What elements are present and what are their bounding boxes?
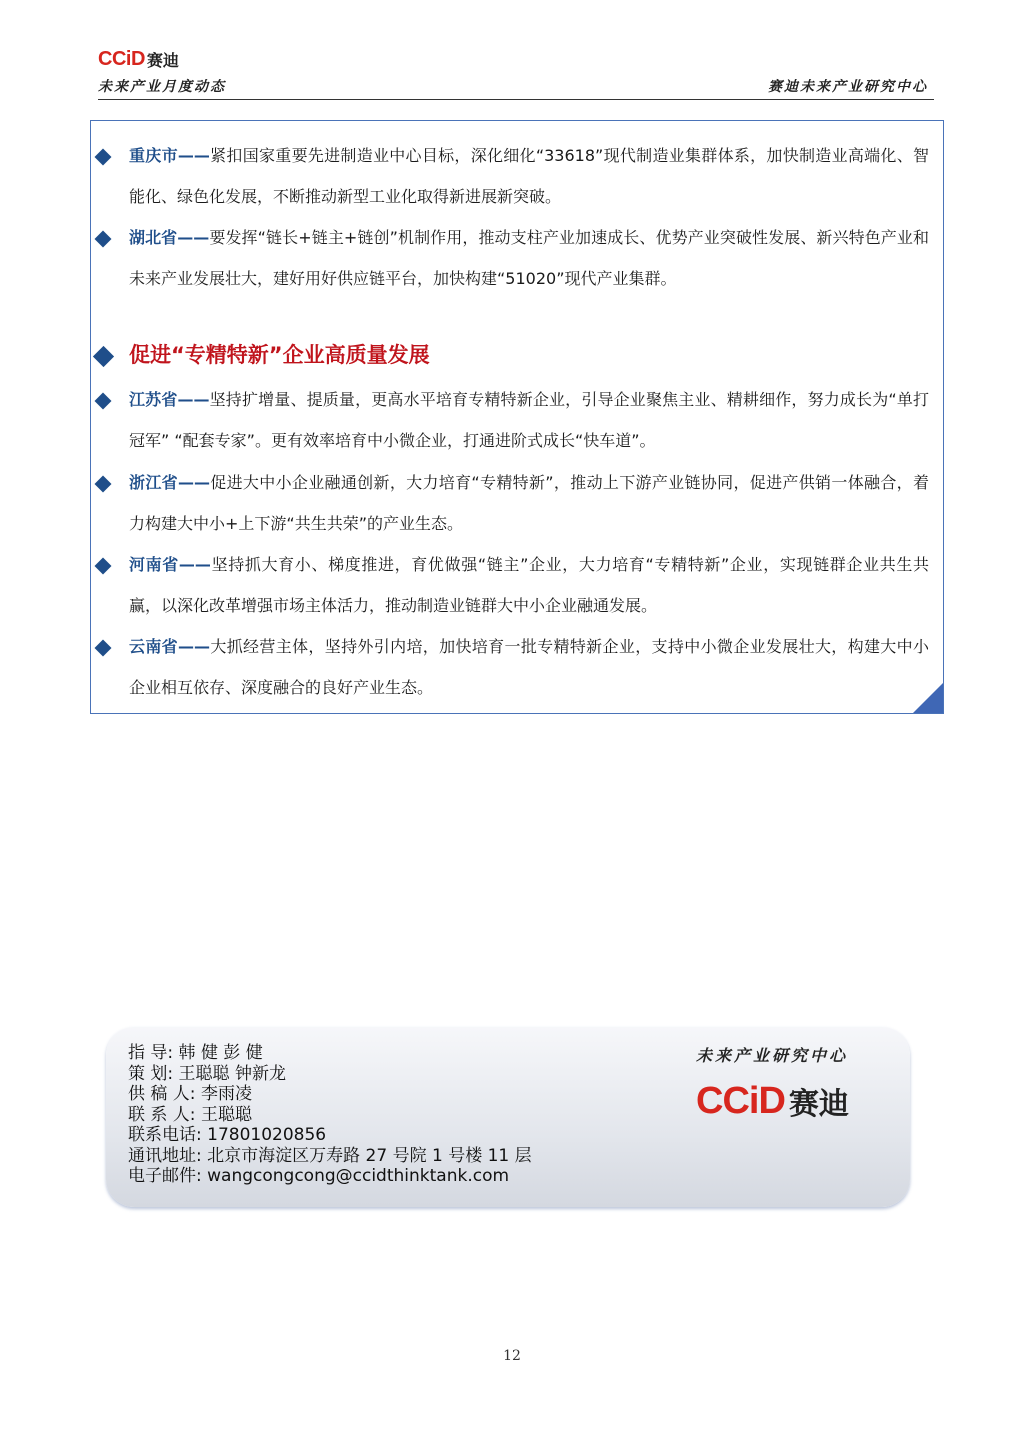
contact-card [106,1027,910,1207]
diamond-bullet-icon [95,476,112,493]
diamond-bullet-icon [95,640,112,657]
contact-line-address: 通讯地址: 北京市海淀区万寿路 27 号院 1 号楼 11 层 [128,1145,532,1166]
province-label: 湖北省—— [129,228,210,247]
paragraph-text: 紧扣国家重要先进制造业中心目标，深化细化“33618”现代制造业集群体系，加快制造业高端化、智能化、绿色化发展，不断推动新型工业化取得新进展新突破。 [129,146,929,206]
logo-en: CCiD [98,48,145,70]
contact-info [128,1043,532,1187]
content-box [90,120,944,714]
diamond-bullet-icon [95,393,112,410]
page-number: 12 [503,1348,521,1364]
paragraph [129,217,929,299]
contact-line-contact: 联 系 人: 王聪聪 [128,1104,252,1125]
province-label: 云南省—— [129,637,211,656]
paragraph-text: 坚持抓大育小、梯度推进，育优做强“链主”企业，大力培育“专精特新”企业，实现链群企业共生共赢，以深化改革增强市场主体活力，推动制造业链群大中小企业融通发展。 [129,555,929,615]
paragraph [129,626,929,708]
page-header [98,48,934,100]
logo-en-large: CCiD [696,1079,785,1122]
paragraph-text: 促进大中小企业融通创新，大力培育“专精特新”，推动上下游产业链协同，促进产供销一体融合，着力构建大中小+上下游“共生共荣”的产业生态。 [129,473,929,533]
logo-cn-large: 赛迪 [788,1087,849,1122]
province-label: 河南省—— [129,555,211,574]
contact-line-phone: 联系电话: 17801020856 [128,1125,327,1145]
header-right-title: 赛迪未来产业研究中心 [768,79,928,95]
ccid-logo-small [98,48,179,71]
diamond-bullet-icon [95,558,112,575]
paragraph [129,379,929,461]
paragraph [129,135,929,217]
diamond-bullet-icon [93,346,114,367]
diamond-bullet-icon [95,231,112,248]
section-title: 促进“专精特新”企业高质量发展 [129,343,430,367]
contact-line-planner: 策 划: 王聪聪 钟新龙 [128,1063,286,1084]
province-label: 重庆市—— [129,146,210,165]
paragraph-text: 要发挥“链长+链主+链创”机制作用，推动支柱产业加速成长、优势产业突破性发展、新兴特色产业和未来产业发展壮大，建好用好供应链平台，加快构建“51020”现代产业集群。 [129,228,929,288]
corner-triangle-icon [913,683,943,713]
ccid-logo-large [696,1079,849,1123]
contact-line-advisor: 指 导: 韩 健 彭 健 [128,1043,263,1063]
research-center-name: 未来产业研究中心 [696,1046,849,1065]
paragraph-text: 坚持扩增量、提质量，更高水平培育专精特新企业，引导企业聚焦主业、精耕细作，努力成长为“单打冠军” “配套专家”。更有效率培育中小微企业，打通进阶式成长“快车道”。 [129,390,929,450]
contact-line-contributor: 供 稿 人: 李雨凌 [128,1084,252,1104]
contact-line-email: 电子邮件: wangcongcong@ccidthinktank.com [128,1166,510,1186]
paragraph [129,462,929,544]
paragraph-text: 大抓经营主体，坚持外引内培，加快培育一批专精特新企业，支持中小微企业发展壮大，构建大中小企业相互依存、深度融合的良好产业生态。 [129,637,929,697]
diamond-bullet-icon [95,149,112,166]
paragraph [129,544,929,626]
header-left-title: 未来产业月度动态 [98,79,226,95]
logo-cn: 赛迪 [146,51,179,70]
province-label: 江苏省—— [129,390,210,409]
province-label: 浙江省—— [129,473,210,492]
